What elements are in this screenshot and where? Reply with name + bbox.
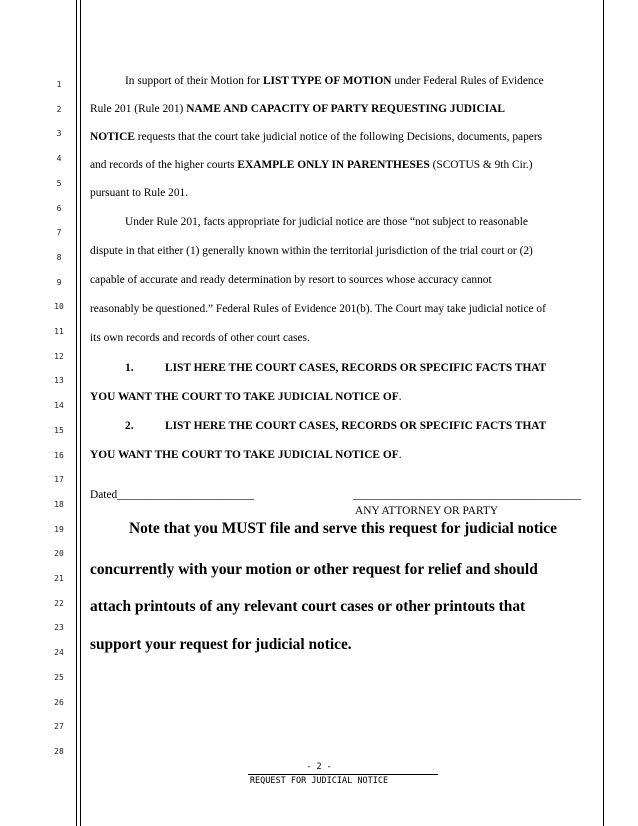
para1-line1: In support of their Motion for LIST TYPE OF MOTION under Federal Rules of Evidence: [125, 75, 544, 87]
footer-rule: [248, 774, 438, 775]
item1-line1: LIST HERE THE COURT CASES, RECORDS OR SPECIFIC FACTS THAT: [165, 362, 547, 374]
left-margin-rule-outer: [76, 0, 77, 826]
para2-line2: dispute in that either (1) generally known within the territorial jurisdiction of the trial court or (2): [90, 245, 533, 257]
line-number: 10: [54, 302, 64, 312]
line-number: 23: [54, 623, 64, 633]
line-number: 6: [56, 203, 62, 213]
note-line4: support your request for judicial notice.: [90, 636, 352, 653]
line-number: 24: [54, 648, 64, 658]
line-number: 22: [54, 598, 64, 608]
item2-line1: LIST HERE THE COURT CASES, RECORDS OR SPECIFIC FACTS THAT: [165, 420, 547, 432]
line-number: 7: [56, 228, 62, 238]
line-number: 27: [54, 722, 64, 732]
signature-line: ________________________________________: [353, 489, 581, 501]
line-number: 5: [56, 178, 62, 188]
line-number: 13: [54, 376, 64, 386]
line-number: 17: [54, 475, 64, 485]
line-number: 19: [54, 524, 64, 534]
left-margin-rule-inner: [80, 0, 81, 826]
note-line3: attach printouts of any relevant court cases or other printouts that: [90, 598, 526, 615]
signature-party-label: ANY ATTORNEY OR PARTY: [355, 505, 499, 517]
note-line2: concurrently with your motion or other request for relief and should: [90, 561, 538, 578]
line-number: 26: [54, 697, 64, 707]
page-number: - 2 -: [306, 762, 332, 772]
line-number: 20: [54, 549, 64, 559]
line-number: 2: [56, 104, 62, 114]
item2-line2: YOU WANT THE COURT TO TAKE JUDICIAL NOTICE OF.: [90, 449, 402, 461]
line-number: 28: [54, 746, 64, 756]
line-number: 4: [56, 154, 62, 164]
para1-line2: Rule 201 (Rule 201) NAME AND CAPACITY OF PARTY REQUESTING JUDICIAL: [90, 103, 505, 115]
para2-line4: reasonably be questioned.” Federal Rules of Evidence 201(b). The Court may take judicial notice of: [90, 303, 546, 315]
line-number: 12: [54, 351, 64, 361]
dated-line: Dated________________________: [90, 489, 254, 501]
right-margin-rule: [603, 0, 604, 826]
line-number: 18: [54, 499, 64, 509]
line-number: 16: [54, 450, 64, 460]
item2-number: 2.: [125, 420, 134, 432]
para1-line5: pursuant to Rule 201.: [90, 187, 189, 199]
line-number: 25: [54, 672, 64, 682]
line-number: 9: [56, 277, 62, 287]
line-number: 8: [56, 252, 62, 262]
item1-number: 1.: [125, 362, 134, 374]
line-number: 15: [54, 425, 64, 435]
para1-line4: and records of the higher courts EXAMPLE ONLY IN PARENTHESES (SCOTUS & 9th Cir.): [90, 159, 533, 171]
line-number: 14: [54, 401, 64, 411]
para2-line5: its own records and records of other court cases.: [90, 332, 310, 344]
para1-line3: NOTICE requests that the court take judicial notice of the following Decisions, documents, papers: [90, 131, 543, 143]
line-number: 11: [54, 327, 64, 336]
line-number: 3: [56, 129, 62, 139]
note-line1: Note that you MUST file and serve this request for judicial notice: [129, 520, 557, 537]
para2-line1: Under Rule 201, facts appropriate for judicial notice are those “not subject to reasonable: [125, 216, 528, 228]
line-number: 21: [54, 574, 64, 583]
line-number: 1: [56, 80, 62, 89]
item1-line2: YOU WANT THE COURT TO TAKE JUDICIAL NOTICE OF.: [90, 391, 402, 403]
para2-line3: capable of accurate and ready determination by resort to sources whose accuracy cannot: [90, 274, 492, 286]
footer-title: REQUEST FOR JUDICIAL NOTICE: [249, 776, 389, 786]
